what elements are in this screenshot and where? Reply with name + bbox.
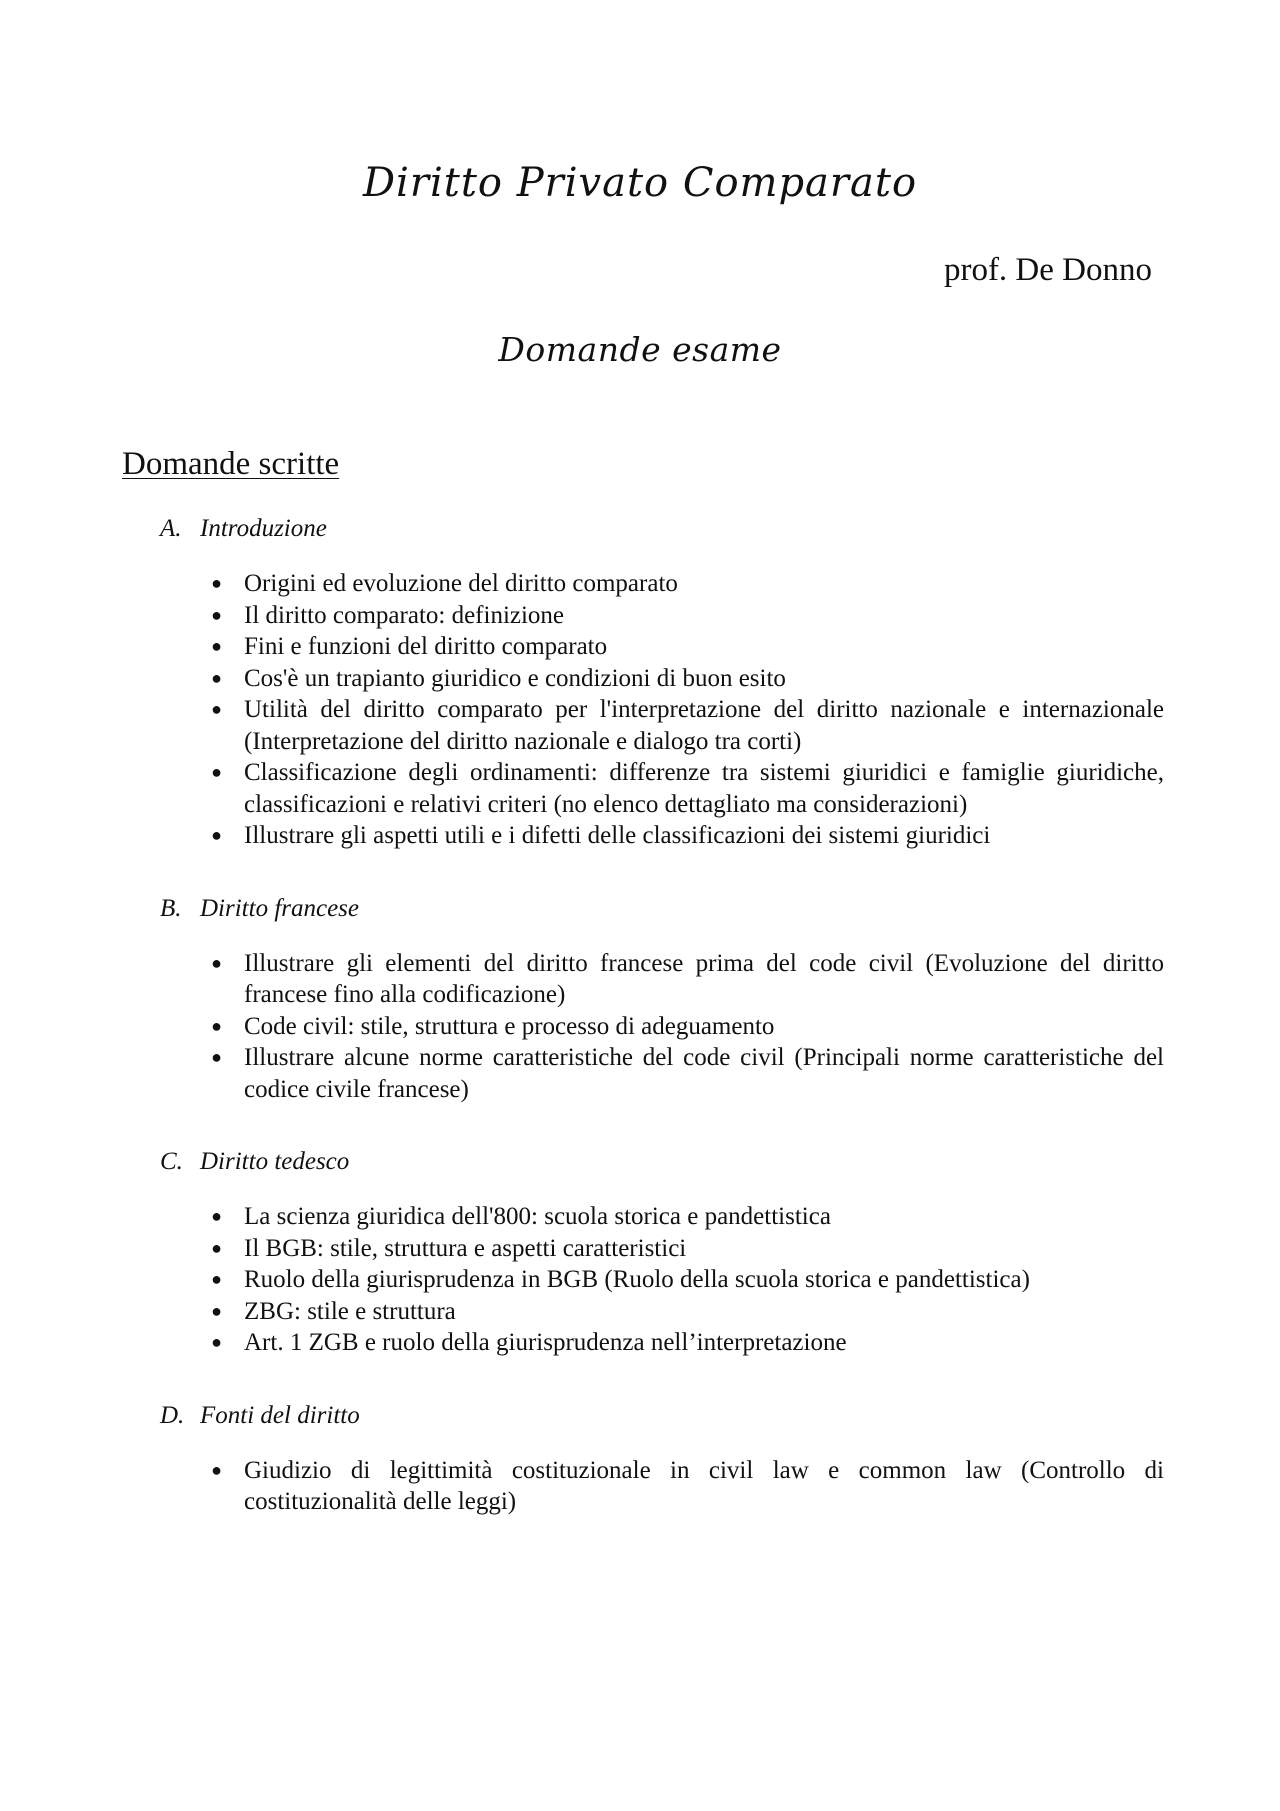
question-list (122, 1201, 1164, 1359)
list-item (122, 663, 1164, 695)
bullet-icon: ● (211, 604, 222, 625)
group-letter: A. (160, 515, 182, 542)
list-item (122, 1011, 1164, 1043)
list-item-text: Classificazione degli ordinamenti: differenze tra sistemi giuridici e famiglie giuridiche, classificazioni e relativi criteri (no elenco dettagliato ma considerazioni) (244, 759, 1164, 818)
list-item-text: Illustrare gli elementi del diritto francese prima del code civil (Evoluzione del diritto francese fino alla codificazione) (244, 949, 1164, 1008)
list-item-text: La scienza giuridica dell'800: scuola storica e pandettistica (244, 1203, 831, 1230)
list-item-text: Art. 1 ZGB e ruolo della giurisprudenza nell’interpretazione (244, 1329, 847, 1356)
list-item-text: Fini e funzioni del diritto comparato (244, 633, 608, 660)
list-item (122, 1264, 1164, 1296)
list-item (122, 1296, 1164, 1328)
bullet-icon: ● (211, 1269, 222, 1289)
bullet-icon: ● (211, 1237, 222, 1258)
group-letter: C. (160, 1148, 183, 1175)
list-item (122, 694, 1164, 757)
group-title-text: Introduzione (200, 515, 327, 542)
list-item-text: Il BGB: stile, struttura e aspetti caratteristici (244, 1234, 687, 1262)
bullet-icon: ● (211, 667, 222, 688)
list-item-text: Cos'è un trapianto giuridico e condizioni di buon esito (244, 664, 786, 692)
list-item-text: Origini ed evoluzione del diritto comparato (244, 570, 678, 597)
list-item (122, 1201, 1164, 1233)
bullet-icon: ● (211, 1047, 222, 1067)
bullet-icon: ● (211, 699, 222, 719)
bullet-icon: ● (211, 636, 222, 656)
bullet-icon: ● (211, 952, 222, 973)
group-letter: B. (160, 894, 182, 922)
bullet-icon: ● (211, 762, 222, 782)
professor-name: prof. De Donno (943, 252, 1152, 288)
bullet-icon: ● (211, 1459, 222, 1480)
list-item-text: Il diritto comparato: definizione (244, 601, 565, 629)
list-item (122, 948, 1164, 1011)
list-item-text: Code civil: stile, struttura e processo di adeguamento (244, 1012, 775, 1040)
bullet-icon: ● (211, 573, 222, 593)
group-title (160, 892, 1164, 926)
group-diritto-tedesco (122, 1145, 1164, 1359)
section-heading: Domande scritte (122, 446, 340, 482)
list-item (122, 757, 1164, 820)
list-item-text: ZBG: stile e struttura (244, 1297, 456, 1325)
group-title (160, 1145, 1164, 1179)
list-item (122, 1233, 1164, 1265)
group-title (160, 1399, 1164, 1433)
group-title-text: Diritto francese (200, 894, 360, 922)
question-list (122, 948, 1164, 1106)
group-introduzione (122, 512, 1164, 852)
question-list (122, 568, 1164, 852)
list-item (122, 568, 1164, 600)
group-fonti-del-diritto (122, 1399, 1164, 1518)
list-item (122, 1327, 1164, 1359)
list-item-text: Illustrare alcune norme caratteristiche del code civil (Principali norme caratteristiche del codice civile francese) (244, 1044, 1164, 1103)
list-item-text: Giudizio di legittimità costituzionale in civil law e common law (Controllo di costituzionalità delle leggi) (244, 1456, 1164, 1515)
group-title-text: Fonti del diritto (200, 1401, 360, 1429)
list-item-text: Ruolo della giurisprudenza in BGB (Ruolo della scuola storica e pandettistica) (244, 1266, 1030, 1293)
group-title-text: Diritto tedesco (200, 1148, 350, 1175)
group-diritto-francese (122, 892, 1164, 1106)
question-groups (122, 512, 1164, 1518)
document-subtitle: Domande esame (498, 330, 782, 369)
bullet-icon: ● (211, 825, 222, 845)
list-item (122, 600, 1164, 632)
bullet-icon: ● (211, 1332, 222, 1352)
group-letter: D. (160, 1401, 185, 1429)
bullet-icon: ● (211, 1206, 222, 1226)
list-item (122, 1455, 1164, 1518)
list-item-text: Illustrare gli aspetti utili e i difetti delle classificazioni dei sistemi giuridici (244, 822, 991, 849)
list-item-text: Utilità del diritto comparato per l'interpretazione del diritto nazionale e internazionale (Interpretazione del diritto nazionale e dialogo tra corti) (244, 696, 1164, 755)
bullet-icon: ● (211, 1015, 222, 1036)
group-title (160, 512, 1164, 546)
list-item (122, 820, 1164, 852)
question-list (122, 1455, 1164, 1518)
list-item (122, 631, 1164, 663)
bullet-icon: ● (211, 1300, 222, 1321)
list-item (122, 1042, 1164, 1105)
document-title: Diritto Privato Comparato (362, 160, 918, 206)
